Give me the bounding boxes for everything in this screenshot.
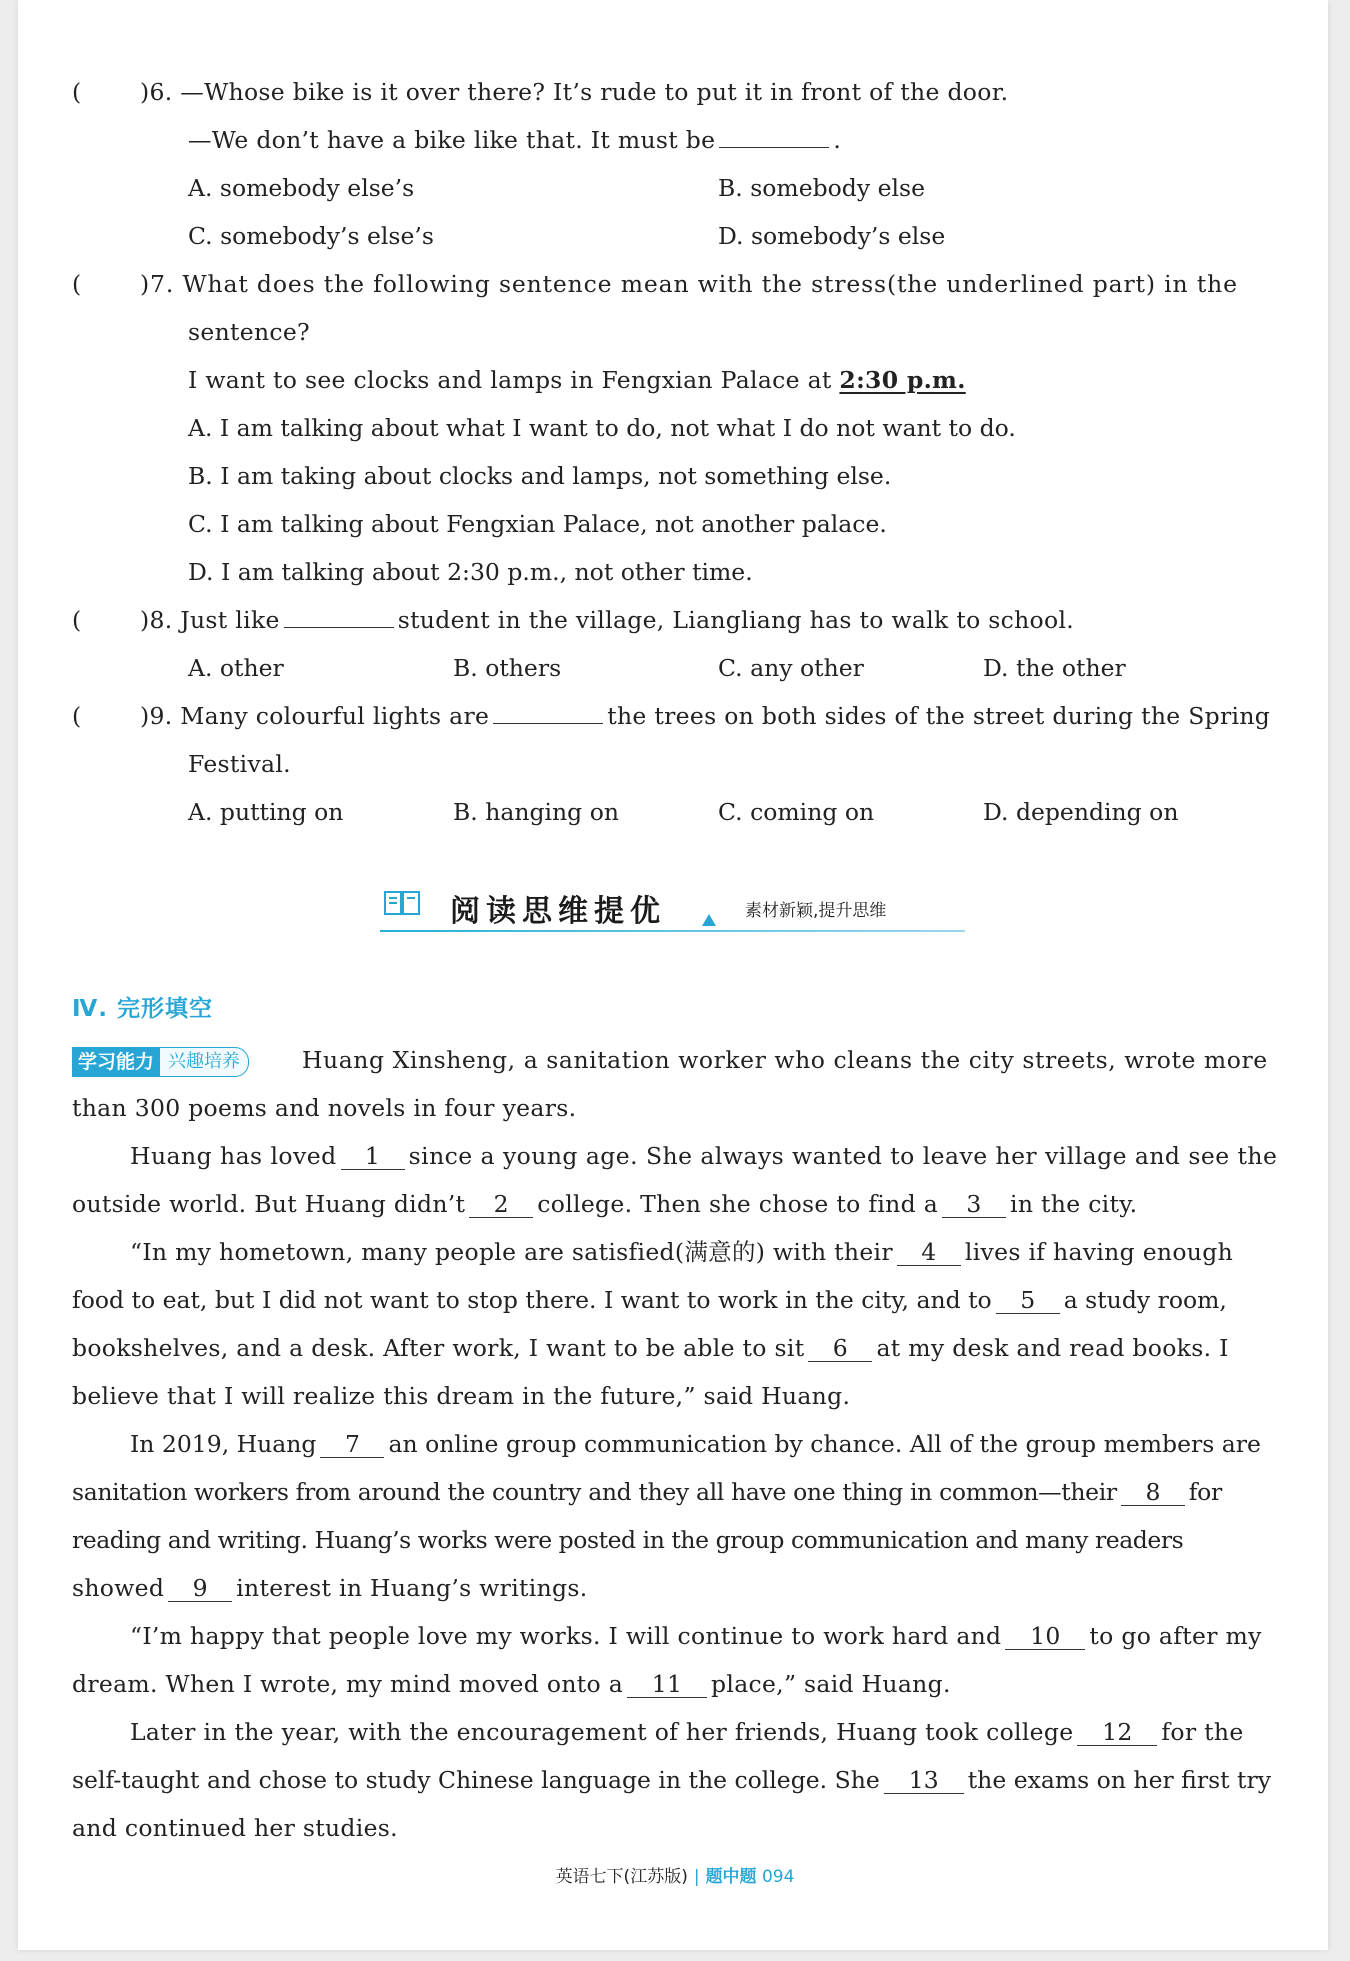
option-a: A. putting on xyxy=(188,798,344,826)
passage-text: at my desk and read books. I xyxy=(876,1334,1229,1362)
answer-bracket-8: ( xyxy=(72,606,82,634)
open-book-icon xyxy=(382,886,422,922)
cloze-blank-5[interactable]: 5 xyxy=(996,1287,1060,1314)
passage-text: place,” said Huang. xyxy=(711,1670,951,1698)
question-number: )8. xyxy=(140,606,173,634)
passage-line xyxy=(72,1764,1271,1796)
passage-text: Huang has loved xyxy=(130,1142,337,1170)
footer-separator: | xyxy=(693,1867,700,1887)
passage-text: the exams on her first try xyxy=(967,1766,1272,1794)
passage-text: since a young age. She always wanted to leave her village and see the xyxy=(408,1142,1278,1170)
section-banner xyxy=(380,880,965,932)
cloze-blank-7[interactable]: 7 xyxy=(320,1431,384,1458)
passage-line xyxy=(130,1236,1233,1268)
passage-text: for xyxy=(1188,1478,1222,1506)
passage-line: reading and writing. Huang’s works were posted in the group communication and many readers xyxy=(72,1526,1184,1554)
section-heading: Ⅳ. 完形填空 xyxy=(72,996,214,1022)
answer-blank[interactable] xyxy=(493,723,603,724)
passage-line xyxy=(72,1188,1137,1220)
passage-text: bookshelves, and a desk. After work, I want to be able to sit xyxy=(72,1334,805,1362)
question-text: the trees on both sides of the street during the Spring xyxy=(607,702,1271,730)
option-c: C. coming on xyxy=(718,798,875,826)
passage-line: Huang Xinsheng, a sanitation worker who cleans the city streets, wrote more xyxy=(302,1046,1268,1074)
question-text: . xyxy=(833,126,842,154)
passage-line xyxy=(72,1668,951,1700)
option-c: C. any other xyxy=(718,654,864,682)
passage-text: outside world. But Huang didn’t xyxy=(72,1190,466,1218)
passage-text: sanitation workers from around the country and they all have one thing in common—their xyxy=(72,1478,1117,1506)
cloze-blank-9[interactable]: 9 xyxy=(168,1575,232,1602)
passage-text: a study room, xyxy=(1063,1286,1227,1314)
question-text: I want to see clocks and lamps in Fengxian Palace at xyxy=(188,366,832,394)
question-text: Many colourful lights are xyxy=(180,702,490,730)
passage-text: “I’m happy that people love my works. I will continue to work hard and xyxy=(130,1622,1002,1650)
passage-line xyxy=(72,1572,588,1604)
option-a: A. other xyxy=(188,654,284,682)
passage-text: in the city. xyxy=(1010,1190,1138,1218)
cloze-blank-2[interactable]: 2 xyxy=(469,1191,533,1218)
stressed-part: 2:30 p.m. xyxy=(839,366,966,394)
option-b: B. others xyxy=(453,654,562,682)
cloze-blank-10[interactable]: 10 xyxy=(1005,1623,1085,1650)
option-d: D. somebody’s else xyxy=(718,222,946,250)
brand-name: 题中题 xyxy=(705,1867,757,1887)
question-7-line-2 xyxy=(188,364,966,396)
passage-line: believe that I will realize this dream in the future,” said Huang. xyxy=(72,1382,851,1410)
question-6-line-2 xyxy=(188,124,841,156)
page-footer xyxy=(0,1862,1350,1887)
option-b: B. I am taking about clocks and lamps, not something else. xyxy=(188,462,892,490)
question-number: )6. xyxy=(140,78,173,106)
passage-text: college. Then she chose to find a xyxy=(537,1190,939,1218)
option-a: A. somebody else’s xyxy=(188,174,415,202)
passage-line xyxy=(72,1332,1229,1364)
question-text: What does the following sentence mean with the stress(the underlined part) in the xyxy=(182,270,1238,298)
banner-title: 阅读思维提优 xyxy=(450,894,666,929)
passage-line xyxy=(72,1284,1227,1316)
answer-bracket-7: ( xyxy=(72,270,82,298)
question-text: Just like xyxy=(180,606,280,634)
passage-line xyxy=(130,1428,1261,1460)
question-number: )9. xyxy=(140,702,173,730)
book-title: 英语七下(江苏版) xyxy=(555,1867,688,1887)
passage-line: than 300 poems and novels in four years. xyxy=(72,1094,577,1122)
cloze-blank-12[interactable]: 12 xyxy=(1077,1719,1157,1746)
passage-line: and continued her studies. xyxy=(72,1814,398,1842)
tag-secondary: 兴趣培养 xyxy=(160,1047,249,1077)
question-text: —Whose bike is it over there? It’s rude to put it in front of the door. xyxy=(180,78,1009,106)
answer-bracket-9: ( xyxy=(72,702,82,730)
answer-bracket-6: ( xyxy=(72,78,82,106)
question-text: student in the village, Liangliang has to walk to school. xyxy=(397,606,1075,634)
question-8-line-1 xyxy=(140,604,1074,636)
option-d: D. the other xyxy=(983,654,1126,682)
passage-text: dream. When I wrote, my mind moved onto a xyxy=(72,1670,624,1698)
option-c: C. somebody’s else’s xyxy=(188,222,434,250)
option-b: B. somebody else xyxy=(718,174,925,202)
passage-text: interest in Huang’s writings. xyxy=(236,1574,588,1602)
passage-text: showed xyxy=(72,1574,165,1602)
option-a: A. I am talking about what I want to do, not what I do not want to do. xyxy=(188,414,1016,442)
question-7-line-1b: sentence? xyxy=(188,318,310,346)
cloze-blank-6[interactable]: 6 xyxy=(808,1335,872,1362)
cloze-blank-13[interactable]: 13 xyxy=(884,1767,964,1794)
passage-text: food to eat, but I did not want to stop there. I want to work in the city, and to xyxy=(72,1286,992,1314)
page-number: 094 xyxy=(761,1867,795,1887)
cloze-blank-4[interactable]: 4 xyxy=(897,1239,961,1266)
passage-text: Later in the year, with the encouragement of her friends, Huang took college xyxy=(130,1718,1074,1746)
passage-text: “In my hometown, many people are satisfied(满意的) with their xyxy=(130,1238,893,1266)
question-6-line-1 xyxy=(140,76,1008,108)
banner-subtitle: 素材新颖,提升思维 xyxy=(745,901,887,921)
question-9-line-1b: Festival. xyxy=(188,750,291,778)
answer-blank[interactable] xyxy=(719,147,829,148)
tag-primary: 学习能力 xyxy=(72,1047,160,1077)
passage-text: for the xyxy=(1161,1718,1244,1746)
question-text: —We don’t have a bike like that. It must be xyxy=(188,126,716,154)
question-7-line-1 xyxy=(140,268,1270,300)
option-d: D. depending on xyxy=(983,798,1179,826)
option-c: C. I am talking about Fengxian Palace, not another palace. xyxy=(188,510,887,538)
question-number: )7. xyxy=(140,270,175,298)
passage-text: In 2019, Huang xyxy=(130,1430,317,1458)
passage-line xyxy=(130,1620,1262,1652)
option-d: D. I am talking about 2:30 p.m., not other time. xyxy=(188,558,753,586)
passage-text: to go after my xyxy=(1089,1622,1262,1650)
passage-text: self-taught and chose to study Chinese language in the college. She xyxy=(72,1766,880,1794)
passage-text: an online group communication by chance. All of the group members are xyxy=(388,1430,1261,1458)
cloze-blank-8[interactable]: 8 xyxy=(1121,1479,1185,1506)
cloze-blank-1[interactable]: 1 xyxy=(341,1143,405,1170)
question-9-line-1 xyxy=(140,700,1270,732)
passage-line xyxy=(130,1716,1244,1748)
passage-text: lives if having enough xyxy=(964,1238,1234,1266)
passage-line xyxy=(72,1476,1222,1508)
passage-line xyxy=(130,1140,1277,1172)
cloze-blank-3[interactable]: 3 xyxy=(942,1191,1006,1218)
answer-blank[interactable] xyxy=(284,627,394,628)
option-b: B. hanging on xyxy=(453,798,619,826)
banner-underline xyxy=(380,930,965,932)
triangle-marker-icon xyxy=(702,914,716,926)
cloze-blank-11[interactable]: 11 xyxy=(627,1671,707,1698)
ability-tag xyxy=(72,1047,249,1077)
